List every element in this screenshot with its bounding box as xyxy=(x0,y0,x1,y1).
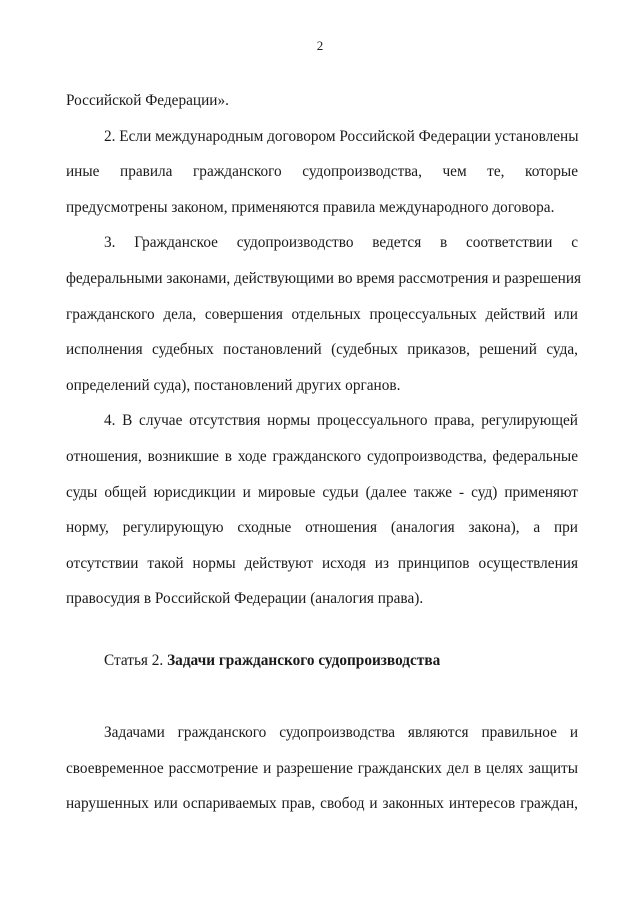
text-line: 4. В случае отсутствия нормы процессуального права, регулирующей xyxy=(104,412,578,430)
page-number: 2 xyxy=(316,38,324,53)
text-line: своевременное рассмотрение и разрешение гражданских дел в целях защиты xyxy=(66,759,578,777)
text-line: отношения, возникшие в ходе гражданского судопроизводства, федеральные xyxy=(66,447,578,465)
text-line: Задачами гражданского судопроизводства являются правильное и xyxy=(104,724,578,741)
text-line: иные правила гражданского судопроизводства, чем те, которые xyxy=(66,163,578,181)
text-line: отсутствии такой нормы действуют исходя из принципов осуществления xyxy=(66,554,578,572)
text-line: норму, регулирующую сходные отношения (аналогия закона), а при xyxy=(66,519,578,537)
text-line: 3. Гражданское судопроизводство ведется в соответствии с xyxy=(104,234,578,252)
article-heading xyxy=(66,643,578,679)
text-line: Российской Федерации». xyxy=(66,92,229,109)
text-line: федеральными законами, действующими во время рассмотрения и разрешения xyxy=(66,269,582,287)
text-line: исполнения судебных постановлений (судебных приказов, решений суда, xyxy=(66,341,578,359)
article-title: Задачи гражданского судопроизводства xyxy=(167,652,441,669)
text-line: 2. Если международным договором Российской Федерации установлены xyxy=(104,127,579,145)
text-line: предусмотрены законом, применяются правила международного договора. xyxy=(66,198,555,216)
paragraphs-section-1 xyxy=(66,83,582,617)
text-line: правосудия в Российской Федерации (аналогия права). xyxy=(66,590,424,608)
text-line: нарушенных или оспариваемых прав, свобод и законных интересов граждан, xyxy=(66,795,578,813)
article-label: Статья 2. xyxy=(104,652,164,669)
text-line: определений суда), постановлений других органов. xyxy=(66,376,401,394)
text-line: суды общей юрисдикции и мировые судьи (далее также - суд) применяют xyxy=(66,483,578,501)
paragraphs-section-2 xyxy=(66,715,578,822)
text-line: гражданского дела, совершения отдельных процессуальных действий или xyxy=(66,305,578,323)
